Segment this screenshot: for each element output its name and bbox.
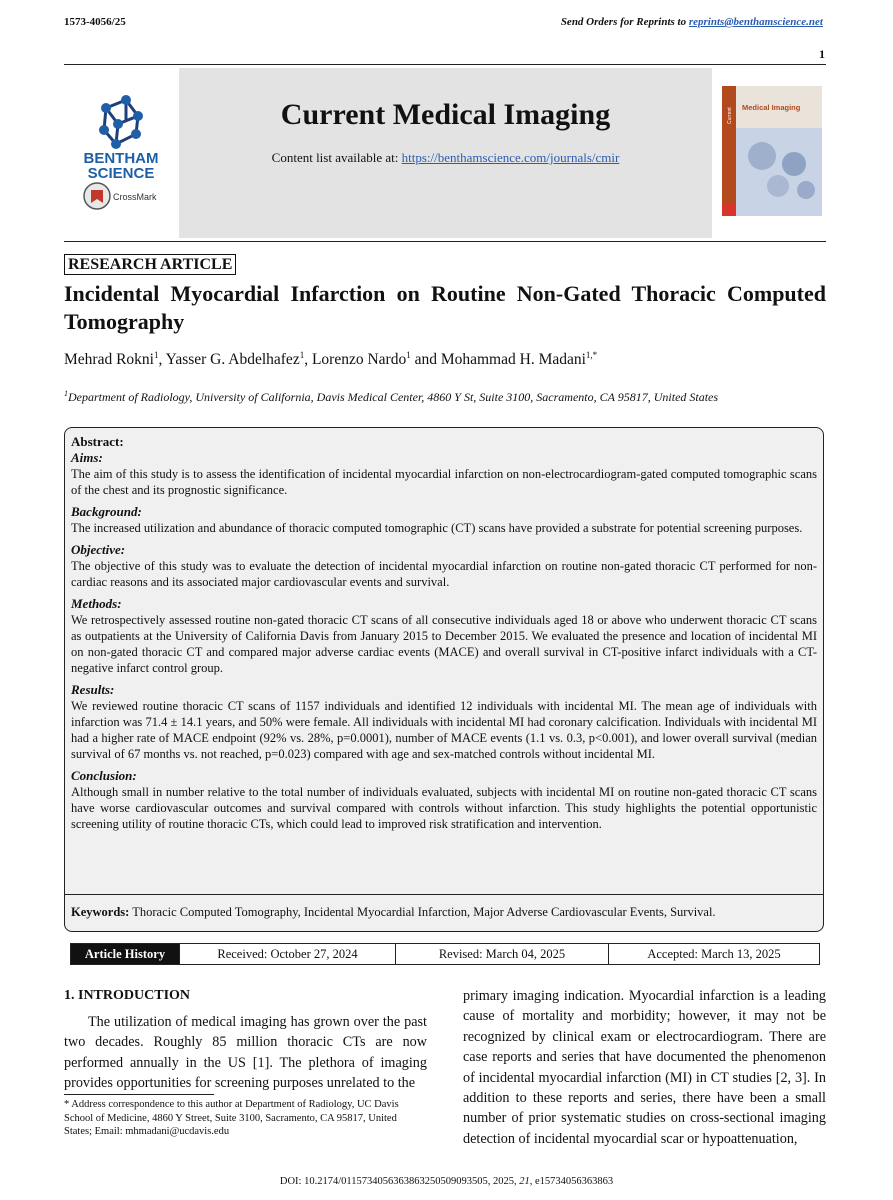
conclusion-heading: Conclusion: — [71, 768, 137, 783]
reprints-notice — [561, 16, 823, 28]
affiliation-mark: 1 — [64, 389, 68, 398]
article-history-label: Article History — [71, 944, 179, 964]
author-separator: , — [304, 351, 312, 369]
objective-text: The objective of this study was to evaluate the detection of incidental myocardial infarction on routine non-gated thoracic CT performed for non-cardiac reasons and its associated major cardiovascular events and survival. — [71, 559, 817, 589]
body-text-left-column: The utilization of medical imaging has grown over the past two decades. Roughly 85 million thoracic CTs are now performed annually in the US [1]. The plethora of imaging provides opportunities for screening purposes unrelated to the — [64, 1014, 427, 1092]
publisher-name-line2: SCIENCE — [87, 165, 155, 182]
abstract-box — [64, 427, 824, 932]
revised-date: Revised: March 04, 2025 — [395, 944, 608, 964]
article-history-bar — [70, 943, 820, 965]
content-list-line — [179, 150, 712, 166]
issn: 1573-4056/25 — [64, 16, 126, 28]
affiliation — [64, 389, 718, 405]
accepted-date: Accepted: March 13, 2025 — [608, 944, 819, 964]
aims-text: The aim of this study is to assess the identification of incidental myocardial infarction on non-electrocardiogram-gated computed tomographic scans of the chest and its prognostic significance. — [71, 467, 817, 497]
journal-title: Current Medical Imaging — [280, 98, 611, 131]
aims-heading: Aims: — [71, 450, 103, 465]
header-rule — [64, 64, 826, 65]
background-text: The increased utilization and abundance of thoracic computed tomographic (CT) scans have provided a substrate for potential screening purposes. — [71, 521, 803, 535]
doi-article-number: , e15734056363863 — [529, 1176, 614, 1187]
content-list-label: Content list available at: — [271, 150, 402, 165]
author-separator: , — [158, 351, 166, 369]
keywords-label: Keywords: — [71, 905, 130, 919]
banner-rule — [64, 241, 826, 242]
journal-url-link[interactable]: https://benthamscience.com/journals/cmir — [401, 150, 620, 165]
affiliation-text: Department of Radiology, University of California, Davis Medical Center, 4860 Y St, Suite 3100, Sacramento, CA 95817, United States — [68, 390, 719, 404]
body-text-right-column: primary imaging indication. Myocardial infarction is a leading cause of mortality and morbidity; however, it may not be recognized by clinical exam or electrocardiogram. There are case reports and series that have documented the phenomenon of incidental myocardial infarction (MI) in CT studies [2, 3]. In addition to these reports and series, there have been a small number of prior systematic studies on cross-sectional imaging detection of incidental myocardial scar or hypoattenuation, — [463, 988, 826, 1147]
cover-title: Medical Imaging — [742, 103, 801, 112]
methods-text: We retrospectively assessed routine non-gated thoracic CT scans of all consecutive individuals aged 18 or above who underwent thoracic CT scans as outpatients at the University of California Davis from January 2015 to December 2015. We evaluated the presence and location of incidental MI on non-gated thoracic CT and compared major adverse cardiac events (MACE) and overall survival in CT-positive infarct individuals with a CT-negative infarct control group. — [71, 613, 817, 675]
background-heading: Background: — [71, 504, 142, 519]
author-name: Lorenzo Nardo — [311, 351, 407, 369]
keywords-text: Thoracic Computed Tomography, Incidental Myocardial Infarction, Major Adverse Cardiovascular Events, Survival. — [129, 905, 716, 919]
author-affiliation-mark: 1,* — [585, 350, 598, 360]
author-name: Mehrad Rokni — [64, 351, 154, 369]
keywords — [71, 905, 817, 920]
author-name: Yasser G. Abdelhafez — [165, 351, 300, 369]
doi-volume: 21 — [519, 1176, 530, 1187]
cover-side-text: Current — [727, 107, 733, 124]
author-affiliation-mark: 1 — [153, 350, 159, 360]
crossmark-label: CrossMark — [113, 192, 157, 202]
author-affiliation-mark: 1 — [299, 350, 305, 360]
doi-footer — [0, 1176, 893, 1187]
bentham-logo — [64, 68, 178, 238]
journal-cover-image[interactable] — [722, 86, 822, 216]
objective-heading: Objective: — [71, 542, 126, 557]
conclusion-text: Although small in number relative to the total number of individuals evaluated, subjects with incidental MI on routine non-gated thoracic CT scans have worse cardiovascular outcomes and survival compared with controls without infarction. This study highlights the potential opportunistic screening utility of routine thoracic CTs, which could lead to improved risk stratification and intervention. — [71, 785, 817, 831]
results-text: We reviewed routine thoracic CT scans of 1157 individuals and identified 12 individuals with incidental MI. The mean age of individuals with infarction was 71.4 ± 14.1 years, and 50% were female. All individuals with incidental MI had coronary calcification. Individuals with incidental MI had a higher rate of MACE endpoint (92% vs. 28%, p=0.0001), number of MACE events (1.1 vs. 0.3, p<0.001), and lower overall survival (median survival of 67 months vs. not reached, p=0.023) compared with age and sex-matched controls without incidental MI. — [71, 699, 817, 761]
cover-art — [722, 86, 822, 216]
abstract-heading: Abstract: — [71, 434, 124, 449]
section-heading-introduction: 1. INTRODUCTION — [64, 988, 191, 1003]
page-number: 1 — [819, 47, 825, 61]
received-date: Received: October 27, 2024 — [179, 944, 395, 964]
author-name: Mohammad H. Madani — [440, 351, 586, 369]
author-separator: and — [410, 351, 441, 369]
keywords-divider — [65, 894, 823, 895]
footnote-rule — [64, 1094, 214, 1095]
article-title: Incidental Myocardial Infarction on Routine Non-Gated Thoracic Computed Tomography — [64, 281, 826, 334]
reprints-label: Send Orders for Reprints to — [560, 16, 689, 28]
journal-banner — [179, 68, 712, 238]
correspondence-footnote: * Address correspondence to this author at Department of Radiology, UC Davis School of Medicine, 4860 Y Street, Suite 3100, Sacramento, CA 95817, United States; Email: mhmadani@ucdavis.edu — [64, 1099, 399, 1137]
author-list — [64, 350, 597, 369]
article-type-label: RESEARCH ARTICLE — [64, 254, 236, 275]
publisher-name-line1: BENTHAM — [83, 150, 159, 167]
methods-heading: Methods: — [71, 596, 122, 611]
reprints-email-link[interactable]: reprints@benthamscience.net — [688, 16, 823, 28]
results-heading: Results: — [71, 682, 115, 697]
author-affiliation-mark: 1 — [406, 350, 411, 360]
doi-text: DOI: 10.2174/0115734056363863250509093505, 2025, — [279, 1176, 520, 1187]
publisher-logo-block — [64, 68, 178, 238]
